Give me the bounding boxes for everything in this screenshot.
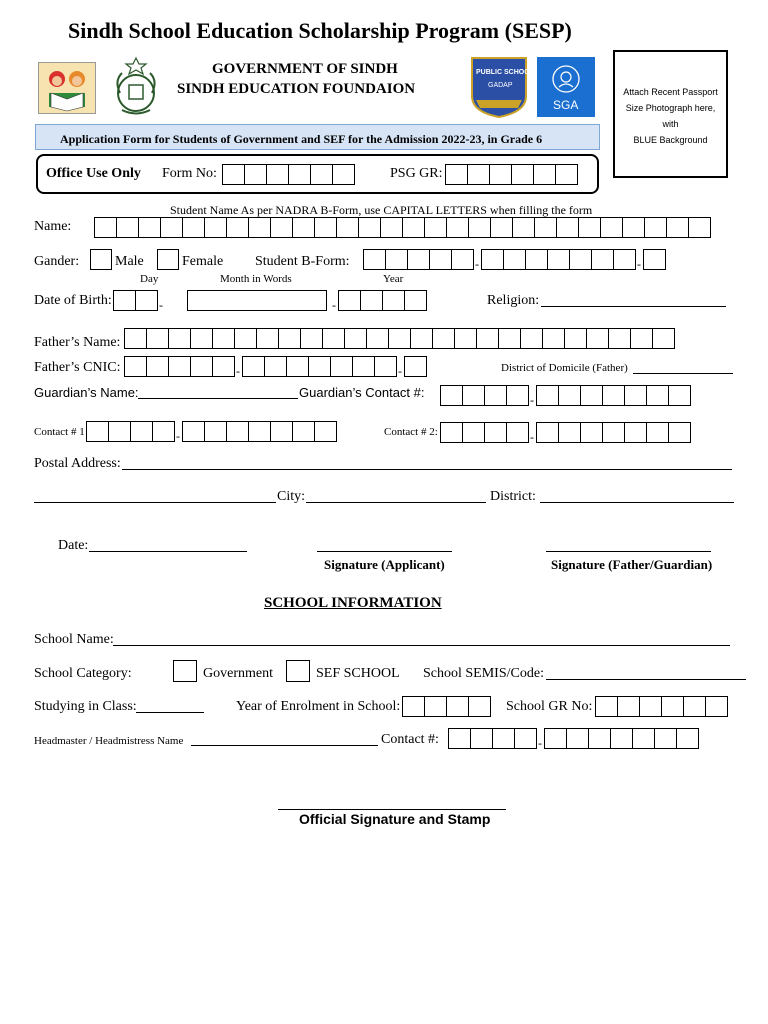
character-box[interactable]	[503, 249, 526, 270]
character-box[interactable]	[244, 164, 267, 185]
character-box[interactable]	[542, 328, 565, 349]
dob-day-boxes[interactable]	[113, 290, 165, 312]
school-gr-boxes[interactable]	[595, 696, 727, 718]
guardian-contact-boxes[interactable]	[440, 385, 690, 407]
gov-line-1: GOVERNMENT OF SINDH	[212, 61, 398, 77]
school-contact-boxes[interactable]	[448, 728, 698, 750]
character-box[interactable]	[222, 164, 245, 185]
character-box[interactable]	[489, 164, 512, 185]
character-box[interactable]	[547, 249, 570, 270]
character-box[interactable]	[264, 356, 287, 377]
official-signature-line[interactable]	[278, 809, 506, 810]
character-box[interactable]	[446, 217, 469, 238]
character-box[interactable]	[432, 328, 455, 349]
character-box[interactable]	[138, 217, 161, 238]
character-box[interactable]	[600, 217, 623, 238]
character-box[interactable]	[358, 217, 381, 238]
sga-logo	[537, 57, 595, 117]
character-box[interactable]	[270, 421, 293, 442]
character-box[interactable]	[688, 217, 711, 238]
psg-logo-text: PUBLIC SCHOOL	[476, 69, 534, 76]
character-box[interactable]	[468, 217, 491, 238]
character-box[interactable]	[520, 328, 543, 349]
religion-label: Religion:	[487, 293, 540, 308]
character-box[interactable]	[94, 217, 117, 238]
psg-gr-label: PSG GR:	[390, 166, 443, 181]
form-title: Sindh School Education Scholarship Program (SESP)	[68, 18, 572, 43]
character-box[interactable]	[446, 696, 469, 717]
character-box[interactable]	[533, 164, 556, 185]
character-box[interactable]	[363, 249, 386, 270]
religion-line[interactable]	[541, 306, 726, 307]
form-no-boxes[interactable]	[222, 164, 354, 186]
character-box[interactable]	[204, 217, 227, 238]
character-box[interactable]	[314, 421, 337, 442]
office-use-label: Office Use Only	[46, 166, 141, 181]
character-box[interactable]	[410, 328, 433, 349]
character-box[interactable]	[212, 356, 235, 377]
photo-line-4: BLUE Background	[633, 135, 708, 145]
dash: -	[176, 429, 180, 443]
character-box[interactable]	[278, 328, 301, 349]
character-box[interactable]	[610, 728, 633, 749]
studying-class-line[interactable]	[136, 712, 204, 713]
character-box[interactable]	[380, 217, 403, 238]
name-label: Name:	[34, 219, 72, 234]
character-box[interactable]	[511, 164, 534, 185]
character-box[interactable]	[322, 328, 345, 349]
character-box[interactable]	[490, 217, 513, 238]
school-heading: SCHOOL INFORMATION	[264, 595, 442, 611]
character-box[interactable]	[204, 421, 227, 442]
character-box[interactable]	[639, 696, 662, 717]
school-category-label: School Category:	[34, 666, 132, 681]
day-hint: Day	[140, 273, 159, 285]
character-box[interactable]	[248, 421, 271, 442]
character-box[interactable]	[462, 385, 485, 406]
sef-school-label: SEF SCHOOL	[316, 666, 400, 681]
character-box[interactable]	[124, 328, 147, 349]
postal-line-2[interactable]	[34, 502, 276, 503]
dash: -	[530, 430, 534, 444]
guardian-signature-line[interactable]	[546, 551, 711, 552]
character-box[interactable]	[555, 164, 578, 185]
character-box[interactable]	[580, 385, 603, 406]
children-reading-logo	[38, 62, 96, 114]
character-box[interactable]	[429, 249, 452, 270]
enrolment-year-label: Year of Enrolment in School:	[236, 699, 401, 714]
date-label: Date:	[58, 538, 89, 553]
domicile-label: District of Domicile (Father)	[501, 362, 628, 374]
character-box[interactable]	[226, 421, 249, 442]
character-box[interactable]	[705, 696, 728, 717]
name-note: Student Name As per NADRA B-Form, use CAPITAL LETTERS when filling the form	[170, 203, 593, 217]
character-box[interactable]	[536, 385, 559, 406]
father-name-label: Father’s Name:	[34, 335, 121, 350]
character-box[interactable]	[630, 328, 653, 349]
dob-month-box[interactable]	[187, 290, 327, 311]
banner-text: Application Form for Students of Government and SEF for the Admission 2022-23, in Grade 6	[60, 132, 543, 146]
application-banner	[35, 124, 600, 150]
guardian-name-line[interactable]	[138, 398, 298, 399]
character-box[interactable]	[146, 356, 169, 377]
applicant-signature-line[interactable]	[317, 551, 452, 552]
character-box[interactable]	[352, 356, 375, 377]
character-box[interactable]	[506, 422, 529, 443]
character-box[interactable]	[544, 728, 567, 749]
character-box[interactable]	[467, 164, 490, 185]
character-box[interactable]	[595, 696, 618, 717]
father-cnic-boxes[interactable]	[124, 356, 426, 378]
character-box[interactable]	[407, 249, 430, 270]
character-box[interactable]	[266, 164, 289, 185]
official-signature-label: Official Signature and Stamp	[299, 811, 491, 827]
character-box[interactable]	[374, 356, 397, 377]
character-box[interactable]	[668, 422, 691, 443]
photo-line-1: Attach Recent Passport	[623, 87, 718, 97]
character-box[interactable]	[492, 728, 515, 749]
sga-logo-text: SGA	[553, 98, 579, 112]
character-box[interactable]	[484, 422, 507, 443]
school-contact-label: Contact #:	[381, 732, 439, 747]
psg-logo-sub: GADAP	[488, 82, 513, 89]
postal-label: Postal Address:	[34, 456, 121, 471]
dash: -	[236, 364, 240, 378]
studying-class-label: Studying in Class:	[34, 699, 137, 714]
guardian-name-label: Guardian’s Name:	[34, 385, 139, 400]
sindh-emblem-logo	[106, 55, 166, 117]
character-box[interactable]	[484, 385, 507, 406]
character-box[interactable]	[602, 422, 625, 443]
dob-year-boxes[interactable]	[330, 290, 426, 312]
male-label: Male	[115, 254, 144, 269]
character-box[interactable]	[270, 217, 293, 238]
character-box[interactable]	[402, 696, 425, 717]
character-box[interactable]	[226, 217, 249, 238]
character-box[interactable]	[440, 385, 463, 406]
character-box[interactable]	[498, 328, 521, 349]
character-box[interactable]	[385, 249, 408, 270]
government-label: Government	[203, 666, 273, 681]
character-box[interactable]	[424, 696, 447, 717]
character-box[interactable]	[525, 249, 548, 270]
date-line[interactable]	[89, 551, 247, 552]
photo-line-2: Size Photograph here,	[625, 103, 716, 113]
male-checkbox[interactable]	[90, 249, 112, 270]
character-box[interactable]	[632, 728, 655, 749]
character-box[interactable]	[336, 217, 359, 238]
character-box[interactable]	[113, 290, 136, 311]
character-box[interactable]	[135, 290, 158, 311]
character-box[interactable]	[286, 356, 309, 377]
character-box[interactable]	[248, 217, 271, 238]
character-box[interactable]	[382, 290, 405, 311]
character-box[interactable]	[454, 328, 477, 349]
character-box[interactable]	[440, 422, 463, 443]
character-box[interactable]	[242, 356, 265, 377]
character-box[interactable]	[448, 728, 471, 749]
character-box[interactable]	[468, 696, 491, 717]
character-box[interactable]	[588, 728, 611, 749]
character-box[interactable]	[643, 249, 666, 270]
character-box[interactable]	[424, 217, 447, 238]
dash: -	[475, 257, 479, 271]
character-box[interactable]	[86, 421, 109, 442]
form-no-label: Form No:	[162, 166, 217, 181]
character-box[interactable]	[462, 422, 485, 443]
enrolment-year-boxes[interactable]	[402, 696, 490, 718]
character-box[interactable]	[566, 728, 589, 749]
character-box[interactable]	[668, 385, 691, 406]
semis-line[interactable]	[546, 679, 746, 680]
government-checkbox[interactable]	[173, 660, 197, 682]
character-box[interactable]	[182, 421, 205, 442]
character-box[interactable]	[451, 249, 474, 270]
character-box[interactable]	[212, 328, 235, 349]
dash: -	[332, 298, 336, 312]
sef-school-checkbox[interactable]	[286, 660, 310, 682]
headmaster-label: Headmaster / Headmistress Name	[34, 735, 184, 747]
photo-box[interactable]	[613, 50, 728, 178]
character-box[interactable]	[578, 217, 601, 238]
character-box[interactable]	[564, 328, 587, 349]
district-line[interactable]	[540, 502, 734, 503]
character-box[interactable]	[613, 249, 636, 270]
name-boxes[interactable]	[94, 217, 710, 239]
character-box[interactable]	[644, 217, 667, 238]
character-box[interactable]	[512, 217, 535, 238]
character-box[interactable]	[402, 217, 425, 238]
character-box[interactable]	[292, 421, 315, 442]
character-box[interactable]	[481, 249, 504, 270]
character-box[interactable]	[190, 328, 213, 349]
character-box[interactable]	[160, 217, 183, 238]
bform-boxes[interactable]	[363, 249, 665, 271]
character-box[interactable]	[388, 328, 411, 349]
character-box[interactable]	[124, 356, 147, 377]
dash: -	[159, 298, 163, 312]
character-box[interactable]	[108, 421, 131, 442]
character-box[interactable]	[310, 164, 333, 185]
gender-label: Gander:	[34, 254, 80, 269]
character-box[interactable]	[534, 217, 557, 238]
contact-1-boxes[interactable]	[86, 421, 336, 443]
character-box[interactable]	[676, 728, 699, 749]
month-hint: Month in Words	[220, 273, 292, 285]
gov-line-2: SINDH EDUCATION FOUNDAION	[177, 81, 416, 97]
contact-2-label: Contact # 2:	[384, 426, 438, 438]
contact-2-boxes[interactable]	[440, 422, 690, 444]
character-box[interactable]	[586, 328, 609, 349]
character-box[interactable]	[602, 385, 625, 406]
character-box[interactable]	[308, 356, 331, 377]
character-box[interactable]	[608, 328, 631, 349]
character-box[interactable]	[190, 356, 213, 377]
dash: -	[637, 257, 641, 271]
character-box[interactable]	[514, 728, 537, 749]
character-box[interactable]	[152, 421, 175, 442]
psg-gr-boxes[interactable]	[445, 164, 577, 186]
postal-line[interactable]	[122, 469, 732, 470]
character-box[interactable]	[116, 217, 139, 238]
character-box[interactable]	[288, 164, 311, 185]
guardian-signature-label: Signature (Father/Guardian)	[551, 557, 713, 572]
character-box[interactable]	[646, 385, 669, 406]
character-box[interactable]	[624, 422, 647, 443]
character-box[interactable]	[332, 164, 355, 185]
character-box[interactable]	[300, 328, 323, 349]
character-box[interactable]	[558, 422, 581, 443]
dash: -	[530, 393, 534, 407]
character-box[interactable]	[536, 422, 559, 443]
character-box[interactable]	[330, 356, 353, 377]
character-box[interactable]	[130, 421, 153, 442]
character-box[interactable]	[470, 728, 493, 749]
character-box[interactable]	[168, 356, 191, 377]
school-name-line[interactable]	[113, 645, 730, 646]
character-box[interactable]	[556, 217, 579, 238]
public-school-gadap-logo	[468, 56, 534, 118]
bform-label: Student B-Form:	[255, 254, 350, 269]
character-box[interactable]	[622, 217, 645, 238]
character-box[interactable]	[624, 385, 647, 406]
character-box[interactable]	[445, 164, 468, 185]
character-box[interactable]	[646, 422, 669, 443]
character-box[interactable]	[569, 249, 592, 270]
female-checkbox[interactable]	[157, 249, 179, 270]
father-cnic-label: Father’s CNIC:	[34, 360, 121, 375]
character-box[interactable]	[344, 328, 367, 349]
semis-label: School SEMIS/Code:	[423, 666, 544, 681]
character-box[interactable]	[506, 385, 529, 406]
character-box[interactable]	[182, 217, 205, 238]
character-box[interactable]	[404, 356, 427, 377]
character-box[interactable]	[652, 328, 675, 349]
character-box[interactable]	[666, 217, 689, 238]
character-box[interactable]	[661, 696, 684, 717]
city-line[interactable]	[306, 502, 486, 503]
character-box[interactable]	[360, 290, 383, 311]
character-box[interactable]	[338, 290, 361, 311]
character-box[interactable]	[256, 328, 279, 349]
applicant-signature-label: Signature (Applicant)	[324, 557, 445, 572]
character-box[interactable]	[683, 696, 706, 717]
character-box[interactable]	[146, 328, 169, 349]
photo-line-3: with	[662, 119, 679, 129]
character-box[interactable]	[314, 217, 337, 238]
dash: -	[538, 736, 542, 750]
dob-label: Date of Birth:	[34, 293, 112, 308]
domicile-line[interactable]	[633, 373, 733, 374]
character-box[interactable]	[292, 217, 315, 238]
character-box[interactable]	[558, 385, 581, 406]
character-box[interactable]	[654, 728, 677, 749]
dash: -	[398, 364, 402, 378]
character-box[interactable]	[168, 328, 191, 349]
character-box[interactable]	[404, 290, 427, 311]
district-label: District:	[490, 489, 536, 504]
female-label: Female	[182, 254, 224, 269]
character-box[interactable]	[591, 249, 614, 270]
character-box[interactable]	[234, 328, 257, 349]
character-box[interactable]	[617, 696, 640, 717]
school-gr-label: School GR No:	[506, 699, 593, 714]
character-box[interactable]	[580, 422, 603, 443]
city-label: City:	[277, 489, 306, 504]
character-box[interactable]	[476, 328, 499, 349]
headmaster-line[interactable]	[191, 745, 378, 746]
character-box[interactable]	[366, 328, 389, 349]
guardian-contact-label: Guardian’s Contact #:	[299, 385, 425, 400]
father-name-boxes[interactable]	[124, 328, 674, 350]
contact-1-label: Contact # 1	[34, 426, 85, 438]
year-hint: Year	[383, 273, 404, 285]
school-name-label: School Name:	[34, 632, 114, 647]
